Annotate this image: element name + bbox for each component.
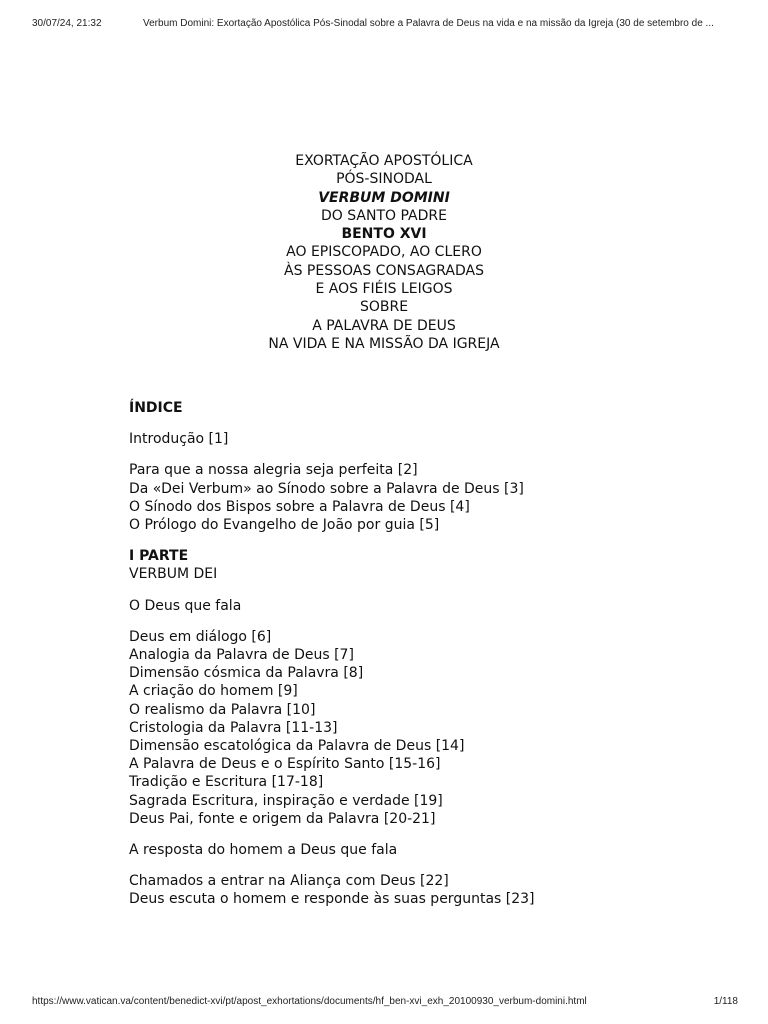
index-entry[interactable]: Dimensão cósmica da Palavra [8] xyxy=(129,665,364,682)
index-entry[interactable]: Cristologia da Palavra [11-13] xyxy=(129,719,338,736)
document-name: VERBUM DOMINI xyxy=(318,189,450,206)
title-line: E AOS FIÉIS LEIGOS xyxy=(315,281,453,298)
page-number: 1/118 xyxy=(713,996,738,1007)
title-line: A PALAVRA DE DEUS xyxy=(312,317,456,334)
index-heading: ÍNDICE xyxy=(129,400,183,416)
section-heading[interactable]: A resposta do homem a Deus que fala xyxy=(129,842,398,859)
table-of-contents xyxy=(129,399,729,909)
index-entry[interactable]: O realismo da Palavra [10] xyxy=(129,701,316,718)
part-title: VERBUM DEI xyxy=(129,566,218,583)
index-entry[interactable]: Da «Dei Verbum» ao Sínodo sobre a Palavra de Deus [3] xyxy=(129,480,524,497)
index-entry[interactable]: Deus escuta o homem e responde às suas perguntas [23] xyxy=(129,891,535,908)
title-line: DO SANTO PADRE xyxy=(321,207,447,224)
index-entry[interactable]: O Sínodo dos Bispos sobre a Palavra de Deus [4] xyxy=(129,498,470,515)
title-line: SOBRE xyxy=(359,299,409,316)
index-entry[interactable]: Chamados a entrar na Aliança com Deus [22] xyxy=(129,873,449,890)
index-entry[interactable]: Dimensão escatológica da Palavra de Deus [14] xyxy=(129,738,465,755)
index-entry[interactable]: Para que a nossa alegria seja perfeita [2] xyxy=(129,462,418,479)
page-url: https://www.vatican.va/content/benedict-xvi/pt/apost_exhortations/documents/hf_ben-xvi_exh_20100930_verbum-domini.html xyxy=(32,996,587,1007)
index-entry[interactable]: O Prólogo do Evangelho de João por guia [5] xyxy=(129,517,440,534)
document-title-block xyxy=(0,152,768,353)
title-line: PÓS-SINODAL xyxy=(336,171,432,188)
index-entry[interactable]: Deus em diálogo [6] xyxy=(129,628,272,645)
author-name: BENTO XVI xyxy=(341,226,427,243)
print-document-title: Verbum Domini: Exortação Apostólica Pós-Sinodal sobre a Palavra de Deus na vida e na missão da Igreja (30 de setembro de ... xyxy=(143,18,714,29)
index-entry[interactable]: Analogia da Palavra de Deus [7] xyxy=(129,647,354,664)
title-line: NA VIDA E NA MISSÃO DA IGREJA xyxy=(268,335,500,352)
index-entry[interactable]: Tradição e Escritura [17-18] xyxy=(129,774,324,791)
index-entry[interactable]: A Palavra de Deus e o Espírito Santo [15-16] xyxy=(129,756,441,773)
index-entry[interactable]: Sagrada Escritura, inspiração e verdade [19] xyxy=(129,792,443,809)
title-line: EXORTAÇÃO APOSTÓLICA xyxy=(295,153,473,169)
index-entry[interactable]: A criação do homem [9] xyxy=(129,683,298,700)
title-line: ÀS PESSOAS CONSAGRADAS xyxy=(284,262,484,279)
part-label: I PARTE xyxy=(129,548,189,565)
section-heading[interactable]: O Deus que fala xyxy=(129,597,242,614)
title-line: AO EPISCOPADO, AO CLERO xyxy=(286,244,482,261)
print-timestamp: 30/07/24, 21:32 xyxy=(32,18,102,29)
index-entry[interactable]: Introdução [1] xyxy=(129,431,229,448)
index-entry[interactable]: Deus Pai, fonte e origem da Palavra [20-21] xyxy=(129,810,436,827)
